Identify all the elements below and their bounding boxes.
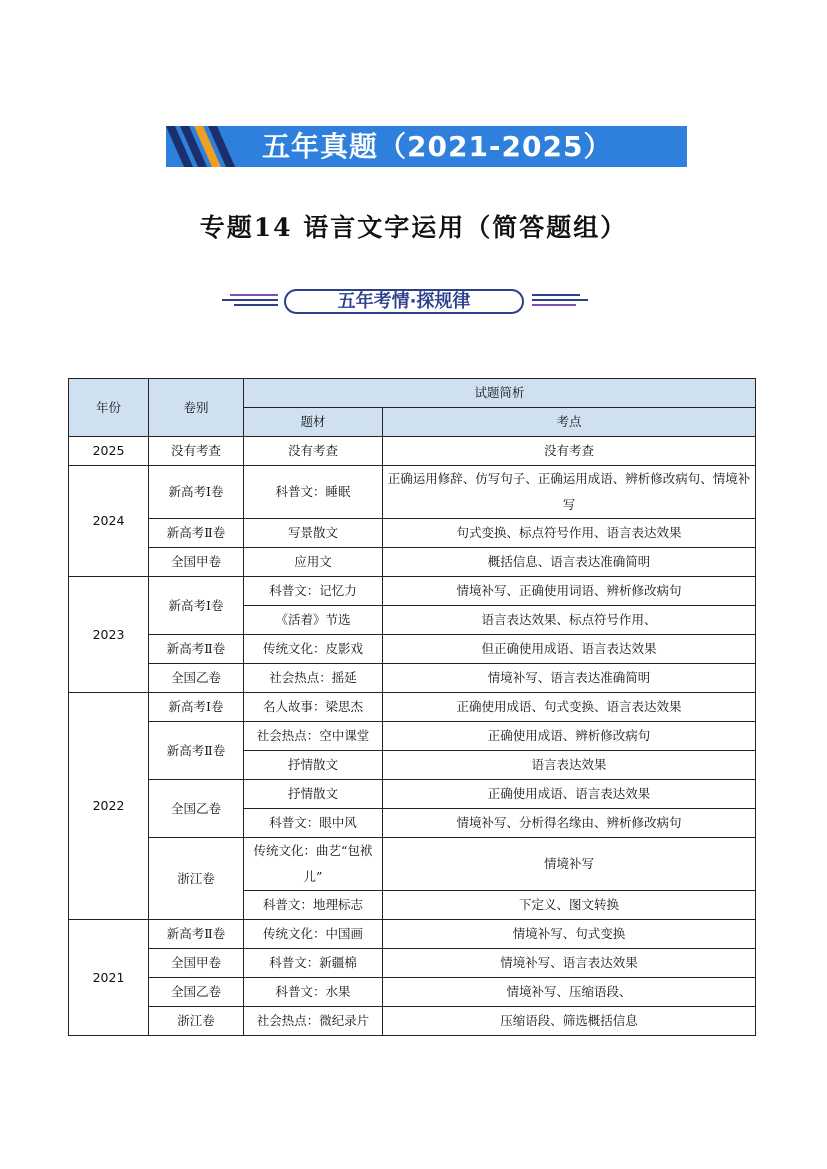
points-cell: 下定义、图文转换 xyxy=(383,891,756,920)
paper-cell: 全国乙卷 xyxy=(149,978,244,1007)
year-cell: 2023 xyxy=(69,577,149,693)
table-row xyxy=(69,577,756,606)
table-row xyxy=(69,466,756,519)
table-row xyxy=(69,780,756,809)
right-lines-icon xyxy=(532,293,588,307)
table-row xyxy=(69,920,756,949)
year-cell: 2021 xyxy=(69,920,149,1036)
material-cell: 传统文化：皮影戏 xyxy=(244,635,383,664)
points-cell: 但正确使用成语、语言表达效果 xyxy=(383,635,756,664)
material-cell: 社会热点：摇延 xyxy=(244,664,383,693)
table-row xyxy=(69,635,756,664)
material-cell: 科普文：眼中风 xyxy=(244,809,383,838)
points-cell: 情境补写、句式变换 xyxy=(383,920,756,949)
document-title: 专题14 语言文字运用（简答题组） xyxy=(199,213,628,242)
points-cell: 语言表达效果 xyxy=(383,751,756,780)
left-lines-icon xyxy=(222,293,278,307)
material-cell: 名人故事：梁思杰 xyxy=(244,693,383,722)
paper-cell: 没有考查 xyxy=(149,437,244,466)
table-row xyxy=(69,978,756,1007)
material-cell: 社会热点：微纪录片 xyxy=(244,1007,383,1036)
points-cell: 情境补写、语言表达准确简明 xyxy=(383,664,756,693)
paper-cell: 新高考Ⅱ卷 xyxy=(149,635,244,664)
table-row xyxy=(69,722,756,751)
points-cell: 情境补写、语言表达效果 xyxy=(383,949,756,978)
material-cell: 没有考查 xyxy=(244,437,383,466)
points-cell: 情境补写、正确使用词语、辨析修改病句 xyxy=(383,577,756,606)
table-row xyxy=(69,519,756,548)
material-cell: 传统文化：曲艺“包袱儿” xyxy=(244,838,383,891)
paper-cell: 浙江卷 xyxy=(149,1007,244,1036)
paper-cell: 全国乙卷 xyxy=(149,780,244,838)
table-row xyxy=(69,437,756,466)
header-analysis: 试题简析 xyxy=(244,379,756,408)
year-cell: 2025 xyxy=(69,437,149,466)
table-row xyxy=(69,838,756,891)
paper-cell: 全国甲卷 xyxy=(149,949,244,978)
paper-cell: 新高考Ⅰ卷 xyxy=(149,577,244,635)
paper-cell: 浙江卷 xyxy=(149,838,244,920)
table-row xyxy=(69,1007,756,1036)
material-cell: 抒情散文 xyxy=(244,751,383,780)
material-cell: 科普文：新疆棉 xyxy=(244,949,383,978)
header-material: 题材 xyxy=(244,408,383,437)
paper-cell: 新高考Ⅰ卷 xyxy=(149,466,244,519)
title-banner xyxy=(166,126,687,167)
points-cell: 没有考查 xyxy=(383,437,756,466)
material-cell: 写景散文 xyxy=(244,519,383,548)
paper-cell: 新高考Ⅱ卷 xyxy=(149,722,244,780)
material-cell: 科普文：水果 xyxy=(244,978,383,1007)
material-cell: 抒情散文 xyxy=(244,780,383,809)
material-cell: 应用文 xyxy=(244,548,383,577)
points-cell: 情境补写、压缩语段、 xyxy=(383,978,756,1007)
year-cell: 2024 xyxy=(69,466,149,577)
table-row xyxy=(69,949,756,978)
points-cell: 压缩语段、筛选概括信息 xyxy=(383,1007,756,1036)
points-cell: 正确运用修辞、仿写句子、正确运用成语、辨析修改病句、情境补写 xyxy=(383,466,756,519)
material-cell: 科普文：睡眠 xyxy=(244,466,383,519)
paper-cell: 全国乙卷 xyxy=(149,664,244,693)
subheading xyxy=(222,287,588,319)
material-cell: 传统文化：中国画 xyxy=(244,920,383,949)
material-cell: 社会热点：空中课堂 xyxy=(244,722,383,751)
table-row xyxy=(69,664,756,693)
year-cell: 2022 xyxy=(69,693,149,920)
header-year: 年份 xyxy=(69,379,149,437)
points-cell: 正确使用成语、语言表达效果 xyxy=(383,780,756,809)
points-cell: 情境补写 xyxy=(383,838,756,891)
points-cell: 句式变换、标点符号作用、语言表达效果 xyxy=(383,519,756,548)
paper-cell: 新高考Ⅱ卷 xyxy=(149,920,244,949)
material-cell: 科普文：地理标志 xyxy=(244,891,383,920)
exam-analysis-table xyxy=(68,378,756,1036)
points-cell: 概括信息、语言表达准确简明 xyxy=(383,548,756,577)
paper-cell: 全国甲卷 xyxy=(149,548,244,577)
paper-cell: 新高考Ⅱ卷 xyxy=(149,519,244,548)
header-paper: 卷别 xyxy=(149,379,244,437)
paper-cell: 新高考Ⅰ卷 xyxy=(149,693,244,722)
points-cell: 正确使用成语、句式变换、语言表达效果 xyxy=(383,693,756,722)
points-cell: 正确使用成语、辨析修改病句 xyxy=(383,722,756,751)
table-row xyxy=(69,548,756,577)
header-points: 考点 xyxy=(383,408,756,437)
material-cell: 《活着》节选 xyxy=(244,606,383,635)
points-cell: 语言表达效果、标点符号作用、 xyxy=(383,606,756,635)
material-cell: 科普文：记忆力 xyxy=(244,577,383,606)
table-row xyxy=(69,693,756,722)
banner-title: 五年真题（2021-2025） xyxy=(262,130,613,163)
subheading-label: 五年考情·探规律 xyxy=(284,289,524,314)
points-cell: 情境补写、分析得名缘由、辨析修改病句 xyxy=(383,809,756,838)
